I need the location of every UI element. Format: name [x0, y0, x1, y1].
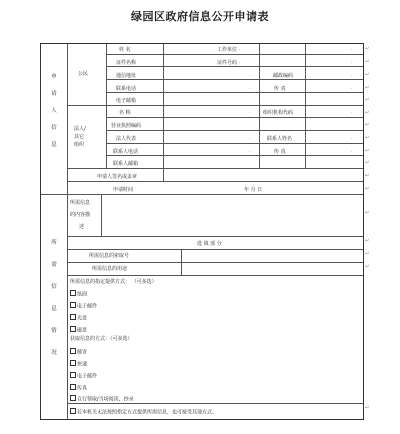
cell-marker: . [351, 46, 353, 52]
paragraph-mark: ↵ [365, 97, 370, 103]
optional-section-label: 选 填 部 分 [197, 241, 222, 247]
cell-marker: . [249, 109, 251, 115]
checkbox[interactable] [70, 314, 76, 320]
provide-option[interactable]: 纸面 [70, 290, 87, 298]
paragraph-mark: ↵ [365, 85, 370, 91]
checkbox[interactable] [70, 302, 76, 308]
paragraph-mark: ↵ [365, 173, 370, 179]
citizen-label: 公民 [78, 71, 89, 77]
checkbox[interactable] [70, 408, 76, 414]
id-name-label: 证件名称 [116, 60, 137, 66]
provide-option[interactable]: 磁盘 [70, 326, 87, 334]
form-title: 绿园区政府信息公开申请表 [131, 10, 269, 23]
paragraph-mark: ↵ [365, 72, 370, 78]
representative-label: 法人代表 [116, 136, 137, 142]
address-label: 通信地址 [116, 73, 137, 79]
contact-name-label: 联系人姓名 [267, 136, 293, 142]
citizen-name-label: 姓 名 [119, 47, 131, 53]
index-number-label: 所需信息的索取号 [89, 253, 130, 259]
paragraph-mark: ↵ [365, 122, 370, 128]
checkbox[interactable] [70, 372, 76, 378]
cell-marker: . [351, 148, 353, 154]
checkbox[interactable] [70, 384, 76, 390]
cell-marker: . [239, 59, 241, 65]
obtain-option[interactable]: 邮寄 [70, 348, 87, 356]
obtain-option[interactable]: 自行领取/当场阅读、抄录 [70, 395, 134, 403]
citizen-phone-label: 联系电话 [116, 86, 137, 92]
checkbox[interactable] [70, 348, 76, 354]
paragraph-mark: ↵ [365, 238, 370, 244]
fallback-option[interactable]: 若本机关无法按照指定方式提供所需信息，也可接受其他方式。 [70, 408, 217, 416]
checkbox[interactable] [70, 326, 76, 332]
contact-phone-label: 联系人电话 [113, 149, 139, 155]
paragraph-mark: ↵ [365, 135, 370, 141]
paragraph-mark: ↵ [365, 148, 370, 154]
cell-marker: . [351, 109, 353, 115]
contact-email-label: 联系人邮箱 [113, 161, 139, 167]
obtain-option[interactable]: 电子邮件 [70, 372, 97, 380]
purpose-label: 所需信息的用途 [92, 266, 128, 272]
checkbox[interactable] [70, 360, 76, 366]
cell-marker: . [239, 46, 241, 52]
paragraph-mark: ↵ [365, 186, 370, 192]
checkbox[interactable] [70, 395, 76, 401]
citizen-fax-label: 传 真 [274, 86, 286, 92]
obtain-option[interactable]: 快递 [70, 360, 87, 368]
cell-marker: . [249, 148, 251, 154]
cell-marker: . [351, 85, 353, 91]
paragraph-mark: ↵ [365, 210, 370, 216]
signature-label: 申请人签名或盖章 [97, 174, 138, 180]
date-parts: 年 月 日 [244, 187, 263, 193]
postal-code-label: 邮政编码 [273, 73, 294, 79]
id-number-label: 证件号码 [217, 60, 238, 66]
employer-label: 工作单位 [217, 47, 238, 53]
cell-marker: . [249, 72, 251, 78]
cell-marker: . [249, 135, 251, 141]
license-label: 营业执照编码 [111, 123, 142, 129]
provide-option[interactable]: 电子邮件 [70, 302, 97, 310]
date-label: 申请时间 [113, 187, 134, 193]
cell-marker: . [249, 85, 251, 91]
paragraph-mark: ↵ [365, 160, 370, 166]
paragraph-mark: ↵ [365, 251, 370, 257]
paragraph-mark: ↵ [365, 59, 370, 65]
citizen-email-label: 电子邮箱 [116, 98, 137, 104]
cell-marker: . [351, 59, 353, 65]
provide-option[interactable]: 光盘 [70, 314, 87, 322]
org-code-label: 组织机构代码 [263, 110, 294, 116]
application-form-table: 申 请 人 信 息 公民 姓 名 工作单位 证件名称 证件号码 通信地址 邮政编码 联系电话 传 真 电子邮箱 法人/ 其它 组织 名 称 组织机构代码 营业执照编码 法人代表 联系人姓名 联系人电话 传 真 联系人邮箱 申请人签名或盖章 申请时间 年 月 日 所 需 信 息 情 况 所需信息 的内容描 述 选 填 部 分 所需信息的索取号 所需信息的用途 所需信息的指定提供方式： （可多选） 纸面 电子邮件 光盘 磁盘 获取信息的方式：（可多选） 邮寄 快递 电子邮件 传真 自行领取/当场阅读、抄录 若本机关无法按照指定方式提供所需信息，也可接受其他方式。 . . . . . . . . . . . . . . [40, 43, 364, 420]
checkbox[interactable] [70, 290, 76, 296]
paragraph-mark: ↵ [365, 110, 370, 116]
paragraph-mark: ↵ [365, 405, 370, 411]
legal-fax-label: 传 真 [274, 149, 286, 155]
provide-method-header: 所需信息的指定提供方式： （可多选） [70, 279, 157, 285]
obtain-option[interactable]: 传真 [70, 384, 87, 392]
cell-marker: . [351, 72, 353, 78]
cell-marker: . [351, 135, 353, 141]
paragraph-mark: ↵ [365, 46, 370, 52]
paragraph-mark: ↵ [365, 264, 370, 270]
obtain-method-header: 获取信息的方式：（可多选） [70, 336, 133, 342]
org-name-label: 名 称 [119, 110, 131, 116]
